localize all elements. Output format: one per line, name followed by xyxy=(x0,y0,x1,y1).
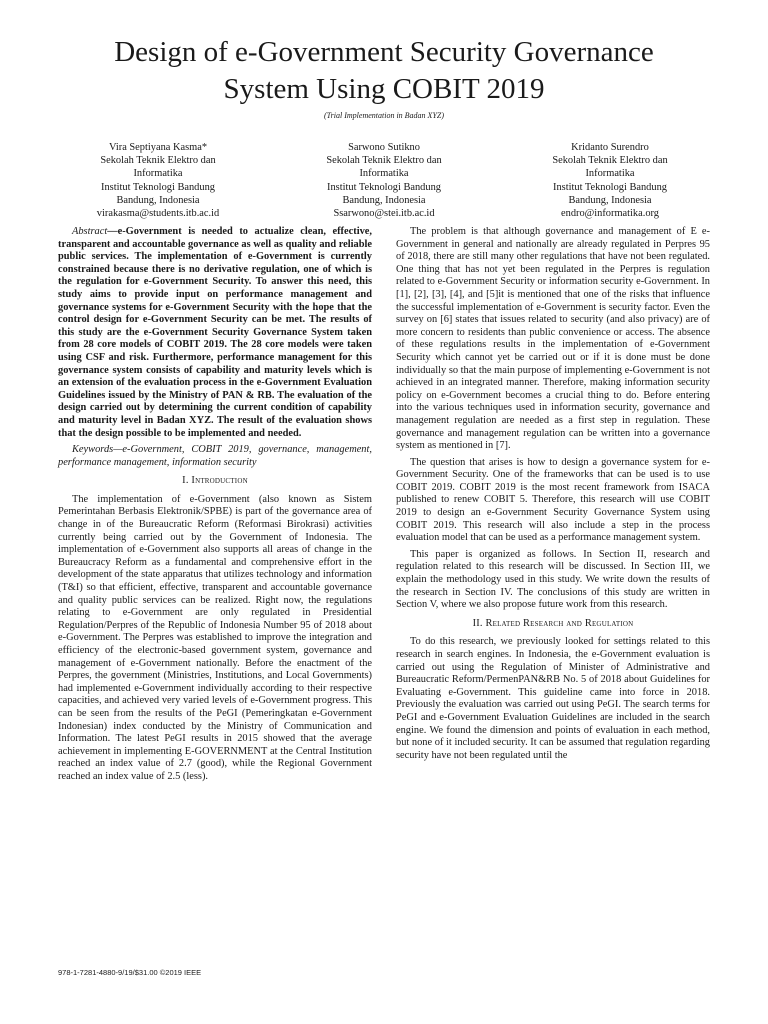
author-institution: Institut Teknologi Bandung xyxy=(101,181,215,193)
section-heading-introduction: I. Introduction xyxy=(182,475,248,487)
author-email: virakasma@students.itb.ac.id xyxy=(96,208,220,220)
abstract-label: Abstract xyxy=(72,226,108,237)
author-name: Vira Septiyana Kasma* xyxy=(108,142,208,153)
keywords-text: —e-Government, COBIT 2019, governance, management, performance management, information security xyxy=(58,444,372,468)
author-email: endro@informatika.org xyxy=(561,208,659,220)
author-2 xyxy=(284,141,484,220)
author-dept: Informatika xyxy=(585,168,635,180)
left-column xyxy=(58,226,372,788)
title-line-2: System Using COBIT 2019 xyxy=(223,73,545,105)
author-1 xyxy=(58,141,258,220)
author-location: Bandung, Indonesia xyxy=(116,194,200,206)
keywords xyxy=(58,444,372,469)
author-location: Bandung, Indonesia xyxy=(342,194,426,206)
author-dept: Informatika xyxy=(359,168,409,180)
paragraph: The question that arises is how to design a governance system for e-Government Security. One of the frameworks that can be used is to use COBIT 2019. COBIT 2019 is the most recent framework from ISACA published to renew COBIT 5. Therefore, this research will use COBIT 2019 to design an e-Government Security Governance System using COBIT 2019. This research will also include a step in the process evaluation model that can be used as a performance management system. xyxy=(396,456,710,544)
abstract xyxy=(58,226,372,440)
paragraph: This paper is organized as follows. In Section II, research and regulation related to this research will be discussed. In Section III, we explain the methodology used in this study. We write down the results of the research in Section IV. The conclusions of this study are written in Section V, where we also propose future work from this research. xyxy=(396,548,710,611)
paper-title xyxy=(40,34,728,108)
author-dept: Sekolah Teknik Elektro dan xyxy=(552,155,668,167)
author-institution: Institut Teknologi Bandung xyxy=(553,181,667,193)
keywords-label: Keywords xyxy=(72,444,114,456)
paper-subtitle: (Trial Implementation in Badan XYZ) xyxy=(324,111,444,120)
author-dept: Sekolah Teknik Elektro dan xyxy=(326,155,442,167)
copyright-footer: 978-1-7281-4880-9/19/$31.00 ©2019 IEEE xyxy=(58,968,202,977)
author-dept: Sekolah Teknik Elektro dan xyxy=(100,155,216,167)
author-email: Ssarwono@stei.itb.ac.id xyxy=(333,208,435,220)
author-location: Bandung, Indonesia xyxy=(568,194,652,206)
right-column xyxy=(396,226,710,766)
author-name: Sarwono Sutikno xyxy=(348,142,420,153)
author-institution: Institut Teknologi Bandung xyxy=(327,181,441,193)
paragraph: The problem is that although governance and management of E e-Government in general and nationally are already regulated in Perpres 95 of 2018, there are still many other regulations that have not been regulated. One thing that has not yet been regulated in the Perpres is regulation related to e-Government Security or information security e-Government. In [1], [2], [3], [4], and [5]it is mentioned that one of the risks that influence the successful implementation of e-Government is security factor. Even the survey on [6] states that issues related to security (and also privacy) are of more concern to residents than public convenience or access. The absence of these regulations results in the implementation of e-Government Security which cannot yet be carried out or if it is done must be done individually so that the main purpose of implementing e-Government is not achieved in an integrated manner. Therefore, making information security policy on e-Government becomes a crucial thing to do. Before entering into the various techniques used in information security, governance and management regulation are needed as a first step in regulation. These governance and management regulation can be written into a governance system as mentioned in [7]. xyxy=(396,226,710,452)
title-line-1: Design of e-Government Security Governance xyxy=(114,36,654,68)
author-name: Kridanto Surendro xyxy=(571,142,649,153)
abstract-text: —e-Government is needed to actualize clean, effective, transparent and accountable governance as well as quality and reliable public services. The implementation of e-Government is currently constrained because there is no derivative regulation, one of which is the regulation for e-Government Security. To answer this need, this study aims to provide input on performance management and governance systems for e-Government Security with the hope that the control design for e-Government Security can be met. The results of this study are the e-Government Security Governance System taken from 28 core models of COBIT 2019. The 28 core models were taken using CSF and risk. Furthermore, performance management for this governance system consists of capability and maturity levels which is an extension of the evaluation process in the e-Government Evaluation Guidelines issued by the Ministry of PAN & RB. The evaluation of the design carried out by determining the current condition of capability and maturity level in Badan XYZ. The result of the evaluation shows that the design possible to be implemented and needed. xyxy=(58,226,372,439)
author-3 xyxy=(510,141,710,220)
author-dept: Informatika xyxy=(133,168,183,180)
section-heading-related-research: II. Related Research and Regulation xyxy=(472,617,634,629)
paragraph: To do this research, we previously looked for settings related to this research in search engines. In Indonesia, the e-Government evaluation is carried out using the Regulation of Minister of Administrative and Bureaucratic Reform/PermenPAN&RB No. 5 of 2018 about Guidelines for Evaluating e-Government. This guideline came into force in 2018. Previously the evaluation was carried out using PeGI. The search terms for PeGI and e-Government Evaluation Guidelines are included in the search engine. We found the dimension and points of evaluation in each method, but none of it included security. It can be assumed that regulation regarding security have not been regulated until the xyxy=(396,636,710,761)
paragraph: The implementation of e-Government (also known as Sistem Pemerintahan Berbasis Elektronik/SPBE) is part of the governance area of change in of the Bureaucratic Reform (Reformasi Birokrasi) activities currently being carried out by the Government of Indonesia. The implementation of e-Government also supports all areas of change in the Bureaucracy Reform as a fundamental and comprehensive effort in the development of the state apparatus that utilizes technology and information (T&I) so that efficient, effective, transparent and accountable governance and quality public services can be realized. Right now, the regulations relating to e-Government are only regulated in Presidential Regulation/Perpres of the Republic of Indonesia Number 95 of 2018 about e-Government. The Perpres was established to improve the integration and efficiency of the electronic-based government system, governance and management of e-Government nationally. Before the enactment of the Perpres, the government (Ministries, Institutions, and Local Governments) had implemented e-Government individually according to their respective capacities, and achieved very varied levels of e-Government progress. This can be seen from the results of the PeGI (Pemeringkatan e-Government Indonesian) index conducted by the Ministry of Communication and Information. The latest PeGI results in 2015 showed that the average achievement in implementing E-GOVERNMENT at the Central Institution reached an index value of 2.7 (good), while the Regional Government reached an index value of 2.5 (less). xyxy=(58,493,372,782)
